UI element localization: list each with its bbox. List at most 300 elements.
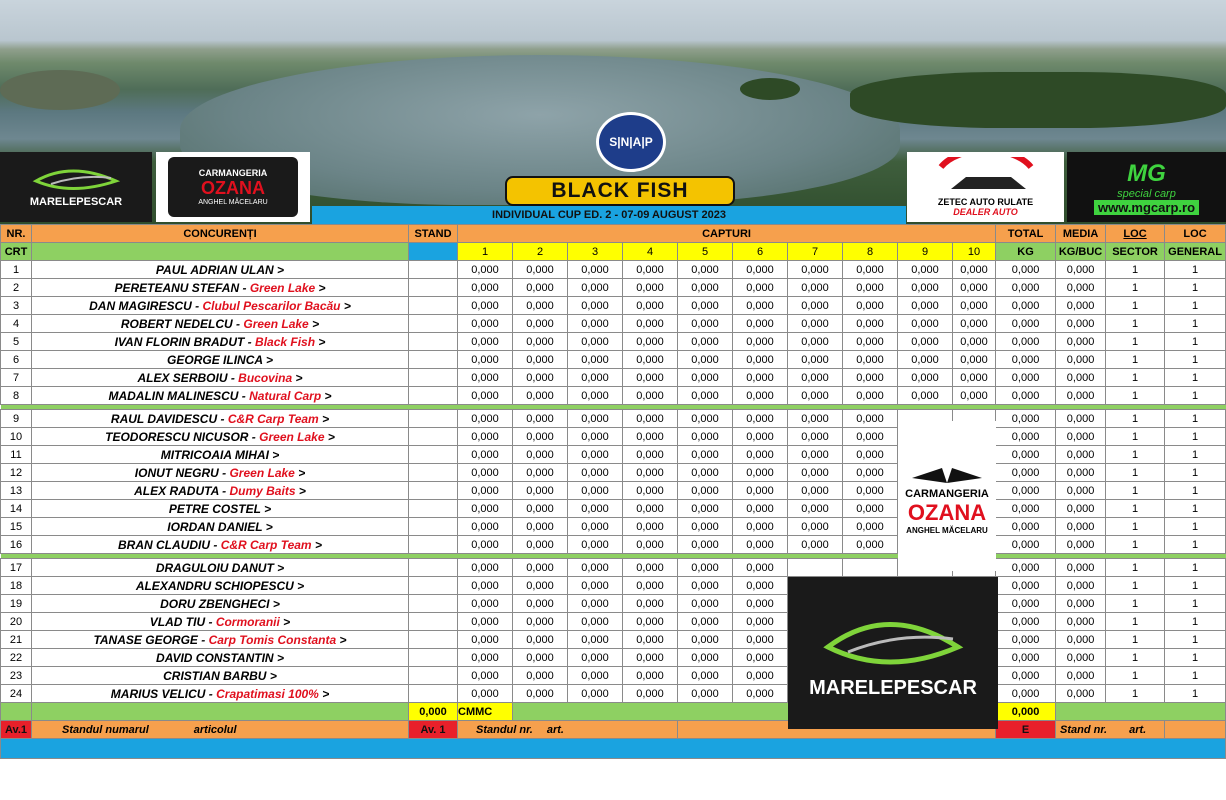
stand-cell[interactable] bbox=[409, 595, 458, 613]
catch-cell[interactable]: 0,000 bbox=[788, 387, 843, 405]
media-cell: 0,000 bbox=[1056, 428, 1106, 446]
stand-cell[interactable] bbox=[409, 500, 458, 518]
catch-cell[interactable]: 0,000 bbox=[623, 315, 678, 333]
media-cell: 0,000 bbox=[1056, 685, 1106, 703]
catch-cell[interactable]: 0,000 bbox=[568, 613, 623, 631]
competitor-name: CRISTIAN BARBU bbox=[163, 668, 267, 683]
competitor-cell[interactable] bbox=[32, 315, 409, 333]
catch-cell[interactable]: 0,000 bbox=[458, 649, 513, 667]
catch-cell[interactable]: 0,000 bbox=[458, 369, 513, 387]
mg-url[interactable]: www.mgcarp.ro bbox=[1094, 200, 1199, 215]
catch-cell[interactable]: 0,000 bbox=[568, 351, 623, 369]
catch-cell[interactable]: 0,000 bbox=[568, 577, 623, 595]
catch-cell[interactable]: 0,000 bbox=[513, 279, 568, 297]
table-row[interactable] bbox=[1, 518, 1226, 536]
catch-cell[interactable]: 0,000 bbox=[458, 559, 513, 577]
catch-cell[interactable]: 0,000 bbox=[623, 667, 678, 685]
ozana-badge bbox=[168, 157, 298, 217]
competitor-cell[interactable] bbox=[32, 577, 409, 595]
team-name: C&R Carp Team bbox=[220, 537, 312, 552]
catch-cell[interactable]: 0,000 bbox=[843, 500, 898, 518]
catch-cell[interactable]: 0,000 bbox=[513, 410, 568, 428]
catch-cell[interactable]: 0,000 bbox=[788, 482, 843, 500]
arrow-icon: > bbox=[265, 352, 273, 367]
catch-cell[interactable]: 0,000 bbox=[788, 261, 843, 279]
loc-sector-cell: 1 bbox=[1106, 464, 1165, 482]
stand-cell[interactable] bbox=[409, 333, 458, 351]
catch-cell[interactable]: 0,000 bbox=[568, 369, 623, 387]
catch-cell[interactable]: 0,000 bbox=[843, 351, 898, 369]
catch-cell[interactable]: 0,000 bbox=[623, 559, 678, 577]
catch-cell[interactable]: 0,000 bbox=[788, 536, 843, 554]
loc-general-cell: 1 bbox=[1165, 446, 1226, 464]
catch-cell[interactable]: 0,000 bbox=[788, 446, 843, 464]
row-number: 23 bbox=[1, 667, 32, 685]
catch-cell[interactable]: 0,000 bbox=[898, 315, 953, 333]
catch-cell[interactable]: 0,000 bbox=[568, 649, 623, 667]
catch-cell[interactable]: 0,000 bbox=[733, 369, 788, 387]
catch-cell[interactable]: 0,000 bbox=[623, 613, 678, 631]
ozana-overlay-logo bbox=[898, 421, 996, 571]
competitor-cell[interactable] bbox=[32, 536, 409, 554]
catch-cell[interactable]: 0,000 bbox=[568, 297, 623, 315]
catch-cell[interactable]: 0,000 bbox=[568, 464, 623, 482]
catch-cell[interactable]: 0,000 bbox=[458, 667, 513, 685]
catch-cell[interactable]: 0,000 bbox=[678, 315, 733, 333]
table-row[interactable] bbox=[1, 261, 1226, 279]
catch-cell[interactable]: 0,000 bbox=[843, 333, 898, 351]
catch-cell[interactable]: 0,000 bbox=[678, 559, 733, 577]
competitor-cell[interactable] bbox=[32, 631, 409, 649]
competitor-name: ALEXANDRU SCHIOPESCU bbox=[135, 578, 294, 593]
table-row[interactable] bbox=[1, 351, 1226, 369]
kg-total: 0,000 bbox=[996, 703, 1056, 721]
catch-cell[interactable]: 0,000 bbox=[513, 464, 568, 482]
stand-cell[interactable] bbox=[409, 613, 458, 631]
catch-cell[interactable]: 0,000 bbox=[843, 464, 898, 482]
competitor-cell[interactable] bbox=[32, 333, 409, 351]
catch-cell[interactable]: 0,000 bbox=[623, 518, 678, 536]
catch-cell[interactable]: 0,000 bbox=[513, 297, 568, 315]
catch-cell[interactable]: 0,000 bbox=[678, 649, 733, 667]
catch-cell[interactable]: 0,000 bbox=[733, 685, 788, 703]
competitor-cell[interactable] bbox=[32, 261, 409, 279]
table-row[interactable] bbox=[1, 428, 1226, 446]
catch-cell[interactable]: 0,000 bbox=[733, 500, 788, 518]
catch-cell[interactable]: 0,000 bbox=[623, 351, 678, 369]
loc-general-cell: 1 bbox=[1165, 518, 1226, 536]
competitor-cell[interactable] bbox=[32, 685, 409, 703]
stand-cell[interactable] bbox=[409, 482, 458, 500]
stand-cell[interactable] bbox=[409, 667, 458, 685]
catch-cell[interactable]: 0,000 bbox=[788, 297, 843, 315]
table-row[interactable] bbox=[1, 410, 1226, 428]
catch-cell[interactable]: 0,000 bbox=[513, 500, 568, 518]
catch-cell[interactable]: 0,000 bbox=[733, 351, 788, 369]
catch-cell[interactable]: 0,000 bbox=[458, 410, 513, 428]
competitor-cell[interactable] bbox=[32, 559, 409, 577]
stand-cell[interactable] bbox=[409, 297, 458, 315]
row-number: 16 bbox=[1, 536, 32, 554]
catch-cell[interactable]: 0,000 bbox=[513, 315, 568, 333]
catch-cell[interactable]: 0,000 bbox=[623, 536, 678, 554]
catch-cell[interactable]: 0,000 bbox=[568, 387, 623, 405]
catch-cell[interactable]: 0,000 bbox=[568, 500, 623, 518]
catch-cell[interactable]: 0,000 bbox=[788, 428, 843, 446]
catch-cell[interactable]: 0,000 bbox=[953, 315, 996, 333]
catch-cell[interactable]: 0,000 bbox=[953, 369, 996, 387]
catch-cell[interactable]: 0,000 bbox=[458, 279, 513, 297]
catch-cell[interactable]: 0,000 bbox=[623, 649, 678, 667]
catch-cell[interactable]: 0,000 bbox=[568, 685, 623, 703]
table-row[interactable] bbox=[1, 446, 1226, 464]
catch-cell[interactable]: 0,000 bbox=[623, 685, 678, 703]
catch-cell[interactable]: 0,000 bbox=[788, 518, 843, 536]
competitor-cell[interactable] bbox=[32, 351, 409, 369]
catch-cell[interactable]: 0,000 bbox=[678, 613, 733, 631]
catch-cell[interactable]: 0,000 bbox=[568, 446, 623, 464]
catch-cell[interactable]: 0,000 bbox=[788, 464, 843, 482]
catch-cell[interactable]: 0,000 bbox=[678, 595, 733, 613]
competitor-cell[interactable] bbox=[32, 613, 409, 631]
competitor-name: MITRICOAIA MIHAI bbox=[160, 447, 269, 462]
catch-cell[interactable]: 0,000 bbox=[513, 595, 568, 613]
catch-cell[interactable]: 0,000 bbox=[513, 649, 568, 667]
stand-cell[interactable] bbox=[409, 518, 458, 536]
catch-cell[interactable]: 0,000 bbox=[733, 387, 788, 405]
competitor-cell[interactable] bbox=[32, 410, 409, 428]
catch-cell[interactable]: 0,000 bbox=[843, 428, 898, 446]
catch-cell[interactable]: 0,000 bbox=[623, 446, 678, 464]
catch-cell[interactable]: 0,000 bbox=[568, 559, 623, 577]
catch-cell[interactable]: 0,000 bbox=[513, 613, 568, 631]
table-row[interactable] bbox=[1, 667, 1226, 685]
catch-cell[interactable]: 0,000 bbox=[678, 279, 733, 297]
catch-cell[interactable]: 0,000 bbox=[788, 351, 843, 369]
catch-cell[interactable]: 0,000 bbox=[733, 482, 788, 500]
catch-cell[interactable]: 0,000 bbox=[568, 410, 623, 428]
table-row[interactable] bbox=[1, 536, 1226, 554]
competitor-cell[interactable] bbox=[32, 428, 409, 446]
catch-cell[interactable]: 0,000 bbox=[513, 261, 568, 279]
catch-cell[interactable]: 0,000 bbox=[788, 279, 843, 297]
catch-cell[interactable]: 0,000 bbox=[898, 387, 953, 405]
catch-cell[interactable]: 0,000 bbox=[513, 369, 568, 387]
catch-cell[interactable]: 0,000 bbox=[568, 631, 623, 649]
col-stand: STAND bbox=[409, 225, 458, 243]
catch-cell[interactable]: 0,000 bbox=[678, 500, 733, 518]
catch-cell[interactable]: 0,000 bbox=[953, 279, 996, 297]
catch-cell[interactable]: 0,000 bbox=[733, 613, 788, 631]
totals-blank bbox=[1, 703, 32, 721]
catch-cell[interactable]: 0,000 bbox=[953, 261, 996, 279]
catch-cell[interactable]: 0,000 bbox=[623, 369, 678, 387]
catch-cell[interactable]: 0,000 bbox=[568, 667, 623, 685]
arrow-icon: > bbox=[314, 537, 322, 552]
catch-cell[interactable]: 0,000 bbox=[568, 595, 623, 613]
catch-cell[interactable]: 0,000 bbox=[458, 464, 513, 482]
catch-cell[interactable]: 0,000 bbox=[568, 315, 623, 333]
catch-cell[interactable]: 0,000 bbox=[733, 536, 788, 554]
catch-cell[interactable]: 0,000 bbox=[953, 297, 996, 315]
competitor-cell[interactable] bbox=[32, 446, 409, 464]
table-row[interactable] bbox=[1, 387, 1226, 405]
catch-cell[interactable]: 0,000 bbox=[623, 387, 678, 405]
catch-cell[interactable]: 0,000 bbox=[953, 333, 996, 351]
stand-cell[interactable] bbox=[409, 410, 458, 428]
catch-cell[interactable]: 0,000 bbox=[843, 446, 898, 464]
catch-cell[interactable]: 0,000 bbox=[568, 518, 623, 536]
catch-cell[interactable]: 0,000 bbox=[458, 613, 513, 631]
catch-cell[interactable]: 0,000 bbox=[678, 297, 733, 315]
table-row[interactable] bbox=[1, 685, 1226, 703]
loc-general-cell: 1 bbox=[1165, 649, 1226, 667]
catch-cell[interactable]: 0,000 bbox=[733, 577, 788, 595]
catch-cell[interactable]: 0,000 bbox=[513, 428, 568, 446]
catch-cell[interactable]: 0,000 bbox=[623, 428, 678, 446]
catch-cell[interactable]: 0,000 bbox=[623, 261, 678, 279]
team-name: Black Fish bbox=[255, 334, 316, 349]
catch-cell[interactable]: 0,000 bbox=[843, 410, 898, 428]
competitor-cell[interactable] bbox=[32, 518, 409, 536]
catch-cell[interactable]: 0,000 bbox=[678, 577, 733, 595]
catch-cell[interactable]: 0,000 bbox=[513, 482, 568, 500]
catch-cell[interactable]: 0,000 bbox=[733, 428, 788, 446]
competitor-cell[interactable] bbox=[32, 369, 409, 387]
table-row[interactable] bbox=[1, 649, 1226, 667]
table-row[interactable] bbox=[1, 482, 1226, 500]
catch-cell[interactable]: 0,000 bbox=[513, 446, 568, 464]
catch-cell[interactable]: 0,000 bbox=[788, 410, 843, 428]
catch-cell[interactable]: 0,000 bbox=[568, 428, 623, 446]
competitor-name: BRAN CLAUDIU - bbox=[118, 537, 218, 552]
catch-cell[interactable]: 0,000 bbox=[623, 500, 678, 518]
catch-cell[interactable]: 0,000 bbox=[953, 387, 996, 405]
catch-cell[interactable]: 0,000 bbox=[458, 428, 513, 446]
stand-cell[interactable] bbox=[409, 261, 458, 279]
catch-cell[interactable]: 0,000 bbox=[513, 387, 568, 405]
catch-cell[interactable]: 0,000 bbox=[678, 410, 733, 428]
catch-cell[interactable]: 0,000 bbox=[458, 595, 513, 613]
catch-cell[interactable]: 0,000 bbox=[678, 464, 733, 482]
table-row[interactable] bbox=[1, 613, 1226, 631]
arrow-icon: > bbox=[277, 262, 285, 277]
table-row[interactable] bbox=[1, 595, 1226, 613]
catch-cell[interactable]: 0,000 bbox=[733, 595, 788, 613]
catch-cell[interactable]: 0,000 bbox=[788, 315, 843, 333]
catch-cell[interactable]: 0,000 bbox=[458, 351, 513, 369]
catch-cell[interactable]: 0,000 bbox=[513, 333, 568, 351]
catch-cell[interactable]: 0,000 bbox=[843, 279, 898, 297]
catch-cell[interactable]: 0,000 bbox=[513, 518, 568, 536]
catch-cell[interactable]: 0,000 bbox=[678, 536, 733, 554]
catch-cell[interactable]: 0,000 bbox=[513, 559, 568, 577]
catch-cell[interactable]: 0,000 bbox=[843, 482, 898, 500]
arrow-icon: > bbox=[318, 334, 326, 349]
catch-cell[interactable]: 0,000 bbox=[733, 631, 788, 649]
stand-cell[interactable] bbox=[409, 685, 458, 703]
catch-cell[interactable]: 0,000 bbox=[733, 464, 788, 482]
table-row[interactable] bbox=[1, 297, 1226, 315]
loc-sector-cell: 1 bbox=[1106, 518, 1165, 536]
table-row[interactable] bbox=[1, 631, 1226, 649]
stand-cell[interactable] bbox=[409, 387, 458, 405]
stand-cell[interactable] bbox=[409, 279, 458, 297]
col-catch: 4 bbox=[623, 243, 678, 261]
catch-cell[interactable]: 0,000 bbox=[788, 333, 843, 351]
competitor-cell[interactable] bbox=[32, 667, 409, 685]
catch-cell[interactable]: 0,000 bbox=[623, 464, 678, 482]
catch-cell[interactable]: 0,000 bbox=[623, 279, 678, 297]
sinap-logo bbox=[596, 112, 666, 172]
catch-cell[interactable]: 0,000 bbox=[843, 297, 898, 315]
table-row[interactable] bbox=[1, 369, 1226, 387]
catch-cell[interactable]: 0,000 bbox=[623, 482, 678, 500]
table-row[interactable] bbox=[1, 559, 1226, 577]
table-row[interactable] bbox=[1, 464, 1226, 482]
catch-cell[interactable]: 0,000 bbox=[513, 667, 568, 685]
competitor-cell[interactable] bbox=[32, 482, 409, 500]
loc-general-cell: 1 bbox=[1165, 410, 1226, 428]
row-number: 20 bbox=[1, 613, 32, 631]
competitor-cell[interactable] bbox=[32, 649, 409, 667]
stand-cell[interactable] bbox=[409, 351, 458, 369]
catch-cell[interactable]: 0,000 bbox=[843, 261, 898, 279]
catch-cell[interactable]: 0,000 bbox=[458, 631, 513, 649]
catch-cell[interactable]: 0,000 bbox=[733, 333, 788, 351]
table-row[interactable] bbox=[1, 279, 1226, 297]
catch-cell[interactable]: 0,000 bbox=[458, 315, 513, 333]
catch-cell[interactable]: 0,000 bbox=[733, 518, 788, 536]
catch-cell[interactable]: 0,000 bbox=[623, 410, 678, 428]
catch-cell[interactable]: 0,000 bbox=[623, 297, 678, 315]
catch-cell[interactable]: 0,000 bbox=[898, 351, 953, 369]
competitor-name: PERETEANU STEFAN - bbox=[114, 280, 247, 295]
stand-cell[interactable] bbox=[409, 649, 458, 667]
stand-cell[interactable] bbox=[409, 446, 458, 464]
table-row[interactable] bbox=[1, 500, 1226, 518]
total-kg-cell: 0,000 bbox=[996, 536, 1056, 554]
catch-cell[interactable]: 0,000 bbox=[678, 685, 733, 703]
catch-cell[interactable]: 0,000 bbox=[733, 667, 788, 685]
catch-cell[interactable]: 0,000 bbox=[458, 387, 513, 405]
catch-cell[interactable]: 0,000 bbox=[458, 536, 513, 554]
catch-cell[interactable]: 0,000 bbox=[678, 631, 733, 649]
catch-cell[interactable]: 0,000 bbox=[678, 387, 733, 405]
catch-cell[interactable]: 0,000 bbox=[623, 595, 678, 613]
catch-cell[interactable]: 0,000 bbox=[568, 261, 623, 279]
catch-cell[interactable]: 0,000 bbox=[568, 536, 623, 554]
catch-cell[interactable]: 0,000 bbox=[458, 685, 513, 703]
catch-cell[interactable]: 0,000 bbox=[678, 333, 733, 351]
catch-cell[interactable]: 0,000 bbox=[513, 577, 568, 595]
catch-cell[interactable]: 0,000 bbox=[788, 369, 843, 387]
catch-cell[interactable]: 0,000 bbox=[678, 482, 733, 500]
catch-cell[interactable]: 0,000 bbox=[678, 261, 733, 279]
catch-cell[interactable]: 0,000 bbox=[733, 559, 788, 577]
table-row[interactable] bbox=[1, 577, 1226, 595]
loc-sector-cell: 1 bbox=[1106, 297, 1165, 315]
catch-cell[interactable]: 0,000 bbox=[678, 446, 733, 464]
competitor-cell[interactable] bbox=[32, 500, 409, 518]
catch-cell[interactable]: 0,000 bbox=[568, 279, 623, 297]
catch-cell[interactable]: 0,000 bbox=[733, 315, 788, 333]
catch-cell[interactable]: 0,000 bbox=[733, 261, 788, 279]
catch-cell[interactable]: 0,000 bbox=[733, 649, 788, 667]
stand-cell[interactable] bbox=[409, 559, 458, 577]
catch-cell[interactable]: 0,000 bbox=[513, 536, 568, 554]
catch-cell[interactable]: 0,000 bbox=[898, 333, 953, 351]
catch-cell[interactable]: 0,000 bbox=[458, 482, 513, 500]
catch-cell[interactable]: 0,000 bbox=[623, 631, 678, 649]
catch-cell[interactable]: 0,000 bbox=[898, 369, 953, 387]
catch-cell[interactable]: 0,000 bbox=[458, 518, 513, 536]
catch-cell[interactable]: 0,000 bbox=[733, 279, 788, 297]
catch-cell[interactable]: 0,000 bbox=[733, 410, 788, 428]
competitor-name: MADALIN MALINESCU - bbox=[108, 388, 246, 403]
stand-cell[interactable] bbox=[409, 428, 458, 446]
catch-cell[interactable]: 0,000 bbox=[678, 369, 733, 387]
catch-cell[interactable]: 0,000 bbox=[623, 577, 678, 595]
catch-cell[interactable]: 0,000 bbox=[678, 428, 733, 446]
stand-cell[interactable] bbox=[409, 464, 458, 482]
catch-cell[interactable]: 0,000 bbox=[458, 333, 513, 351]
catch-cell[interactable]: 0,000 bbox=[513, 351, 568, 369]
stand-cell[interactable] bbox=[409, 315, 458, 333]
catch-cell[interactable]: 0,000 bbox=[843, 536, 898, 554]
catch-cell[interactable]: 0,000 bbox=[568, 482, 623, 500]
catch-cell[interactable]: 0,000 bbox=[458, 261, 513, 279]
catch-cell[interactable]: 0,000 bbox=[458, 297, 513, 315]
competitor-cell[interactable] bbox=[32, 464, 409, 482]
catch-cell[interactable]: 0,000 bbox=[733, 297, 788, 315]
catch-cell[interactable]: 0,000 bbox=[733, 446, 788, 464]
competitor-cell[interactable] bbox=[32, 595, 409, 613]
catch-cell[interactable]: 0,000 bbox=[843, 315, 898, 333]
stand-cell[interactable] bbox=[409, 577, 458, 595]
mg-carp-logo bbox=[1067, 152, 1226, 222]
competitor-cell[interactable] bbox=[32, 387, 409, 405]
loc-general-cell: 1 bbox=[1165, 428, 1226, 446]
catch-cell[interactable]: 0,000 bbox=[458, 577, 513, 595]
table-row[interactable] bbox=[1, 333, 1226, 351]
catch-cell[interactable]: 0,000 bbox=[513, 631, 568, 649]
catch-cell[interactable]: 0,000 bbox=[568, 333, 623, 351]
catch-cell[interactable]: 0,000 bbox=[953, 351, 996, 369]
catch-cell[interactable]: 0,000 bbox=[843, 387, 898, 405]
catch-cell[interactable]: 0,000 bbox=[623, 333, 678, 351]
catch-cell[interactable]: 0,000 bbox=[458, 446, 513, 464]
catch-cell[interactable]: 0,000 bbox=[678, 351, 733, 369]
catch-cell[interactable]: 0,000 bbox=[898, 279, 953, 297]
col-catch: 6 bbox=[733, 243, 788, 261]
stand-cell[interactable] bbox=[409, 536, 458, 554]
catch-cell[interactable]: 0,000 bbox=[898, 261, 953, 279]
stand-cell[interactable] bbox=[409, 369, 458, 387]
stand-cell[interactable] bbox=[409, 631, 458, 649]
catch-cell[interactable]: 0,000 bbox=[458, 500, 513, 518]
catch-cell[interactable]: 0,000 bbox=[678, 667, 733, 685]
catch-cell[interactable]: 0,000 bbox=[513, 685, 568, 703]
catch-cell[interactable]: 0,000 bbox=[843, 369, 898, 387]
catch-cell[interactable]: 0,000 bbox=[788, 500, 843, 518]
catch-cell[interactable]: 0,000 bbox=[898, 297, 953, 315]
competitor-cell[interactable] bbox=[32, 279, 409, 297]
competitor-cell[interactable] bbox=[32, 297, 409, 315]
catch-cell[interactable]: 0,000 bbox=[678, 518, 733, 536]
catch-cell[interactable]: 0,000 bbox=[843, 518, 898, 536]
table-row[interactable] bbox=[1, 315, 1226, 333]
